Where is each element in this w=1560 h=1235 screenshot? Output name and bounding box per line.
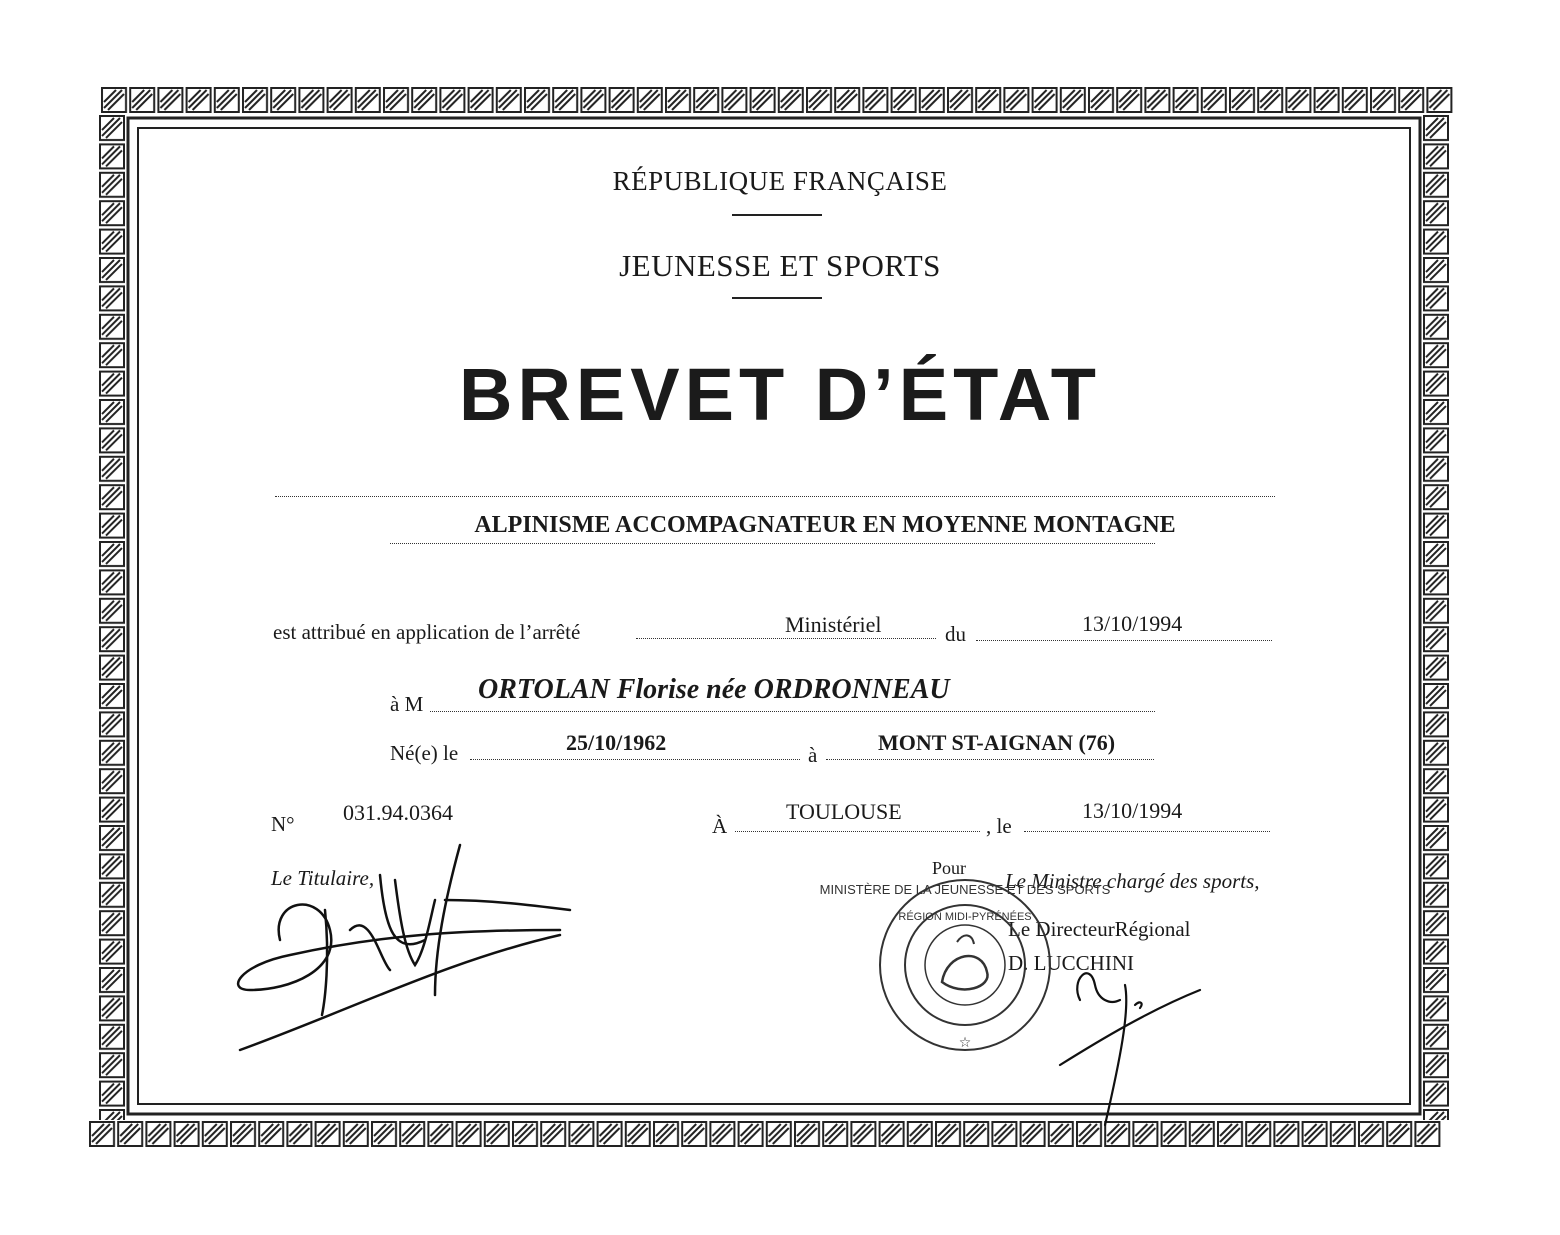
stamp-star-icon: ☆ [958, 1035, 972, 1051]
minister-label: Le Ministre chargé des sports, [1005, 869, 1260, 893]
specialty-text: ALPINISME ACCOMPAGNATEUR EN MOYENNE MONTAGNE [474, 512, 1176, 538]
header-rule-2 [732, 297, 822, 299]
birth-date-line [470, 759, 800, 760]
certificate-date-line [1024, 831, 1270, 832]
decree-type-value: Ministériel [785, 612, 882, 637]
place-line [735, 831, 980, 832]
birth-place-line [826, 759, 1154, 760]
decree-prefix-label: est attribué en application de l’arrêté [273, 620, 581, 644]
holder-name: ORTOLAN Florise née ORDRONNEAU [478, 674, 950, 705]
director-title: Le DirecteurRégional [1008, 917, 1191, 941]
specialty-dotted-line [390, 543, 1155, 544]
holder-a-label: à M [390, 692, 424, 716]
certificate-title: BREVET D’ÉTAT [459, 353, 1101, 436]
holder-signature [230, 840, 590, 1060]
certificate-place: TOULOUSE [786, 799, 902, 824]
birth-place-value: MONT ST-AIGNAN (76) [878, 730, 1116, 755]
decree-du-label: du [945, 622, 966, 646]
place-label: À [712, 814, 728, 838]
republic-heading: RÉPUBLIQUE FRANÇAISE [612, 166, 948, 196]
ministry-heading: JEUNESSE ET SPORTS [619, 248, 941, 283]
title-dotted-rule [275, 496, 1275, 497]
date-label: , le [986, 814, 1012, 838]
stamp-outer-text: MINISTÈRE DE LA JEUNESSE ET DES SPORTS [819, 882, 1111, 897]
decree-type-line [636, 638, 936, 639]
stamp-inner-text: RÉGION MIDI-PYRÉNÉES [898, 911, 1032, 923]
certificate-number: 031.94.0364 [343, 800, 453, 825]
birth-at-label: à [808, 743, 818, 767]
decree-date-line [976, 640, 1272, 641]
certificate-date: 13/10/1994 [1082, 798, 1183, 823]
birth-date-value: 25/10/1962 [566, 730, 667, 755]
director-signature [1040, 890, 1210, 1140]
number-label: N° [271, 812, 295, 836]
holder-name-line [430, 711, 1155, 712]
pour-label: Pour [932, 858, 967, 878]
director-name: D. LUCCHINI [1008, 951, 1134, 975]
header-rule-1 [732, 214, 822, 216]
born-label: Né(e) le [390, 741, 459, 765]
decree-date-value: 13/10/1994 [1082, 611, 1183, 636]
holder-signature-label: Le Titulaire, [271, 866, 375, 890]
